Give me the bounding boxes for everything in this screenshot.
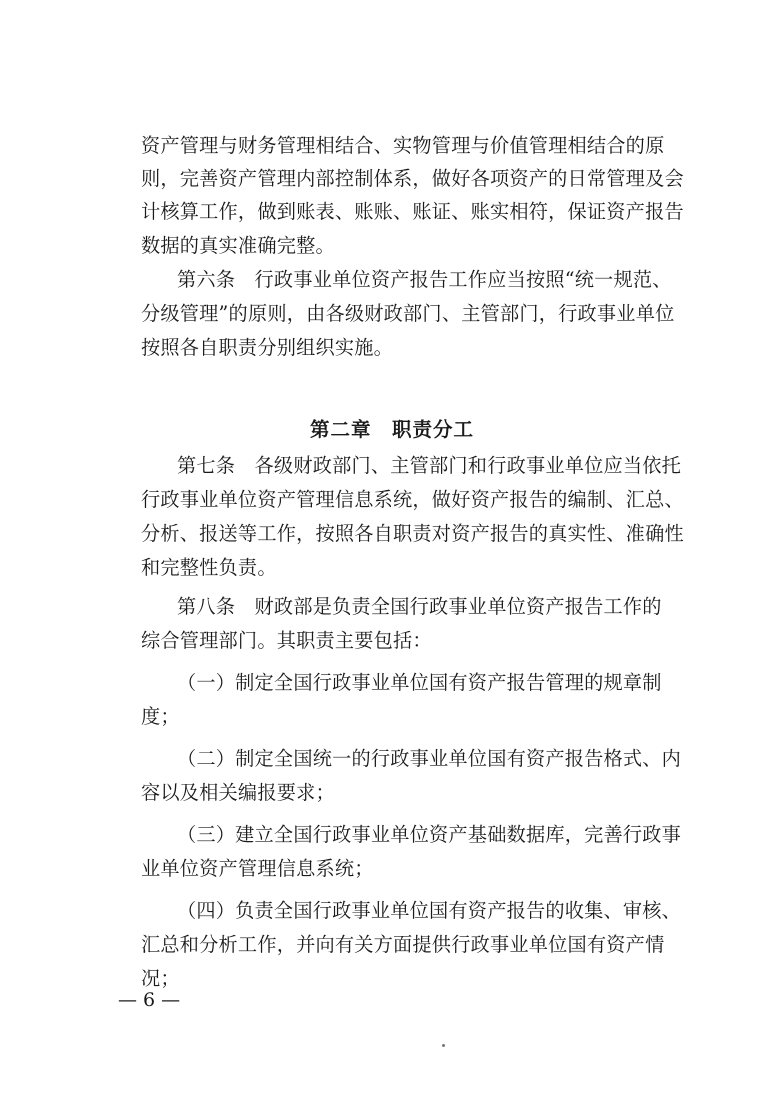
chapter-heading: 第二章 职责分工 — [309, 418, 474, 441]
paragraph-line: 数据的真实准确完整。 — [141, 234, 335, 257]
article-7-line: 第七条 各级财政部门、主管部门和行政事业单位应当依托 — [177, 454, 682, 477]
paragraph-line: 按照各自职责分别组织实施。 — [141, 336, 394, 359]
scan-speck — [442, 1044, 445, 1047]
list-item-3-line: （三）建立全国行政事业单位资产基础数据库，完善行政事 — [177, 823, 682, 846]
paragraph-line: 汇总和分析工作，并向有关方面提供行政事业单位国有资产情 — [141, 933, 665, 956]
page-number: — 6 — — [118, 989, 181, 1011]
paragraph-line: 况； — [141, 967, 180, 990]
paragraph-line: 容以及相关编报要求； — [141, 781, 335, 804]
paragraph-line: 则，完善资产管理内部控制体系，做好各项资产的日常管理及会 — [141, 167, 684, 190]
list-item-2-line: （二）制定全国统一的行政事业单位国有资产报告格式、内 — [177, 747, 682, 770]
list-item-4-line: （四）负责全国行政事业单位国有资产报告的收集、审核、 — [177, 899, 682, 922]
article-8-line: 第八条 财政部是负责全国行政事业单位资产报告工作的 — [177, 595, 662, 618]
paragraph-line: 资产管理与财务管理相结合、实物管理与价值管理相结合的原 — [141, 134, 665, 157]
paragraph-line: 业单位资产管理信息系统； — [141, 857, 374, 880]
article-6-line: 第六条 行政事业单位资产报告工作应当按照“统一规范、 — [177, 268, 672, 291]
paragraph-line: 行政事业单位资产管理信息系统，做好资产报告的编制、汇总、 — [141, 488, 684, 511]
paragraph-line: 和完整性负责。 — [141, 556, 277, 579]
list-item-1-line: （一）制定全国行政事业单位国有资产报告管理的规章制 — [177, 671, 662, 694]
paragraph-line: 计核算工作，做到账表、账账、账证、账实相符，保证资产报告 — [141, 200, 684, 223]
paragraph-line: 综合管理部门。其职责主要包括： — [141, 629, 432, 652]
paragraph-line: 分析、报送等工作，按照各自职责对资产报告的真实性、准确性 — [141, 522, 684, 545]
paragraph-line: 分级管理”的原则，由各级财政部门、主管部门，行政事业单位 — [141, 302, 675, 325]
paragraph-line: 度； — [141, 705, 180, 728]
